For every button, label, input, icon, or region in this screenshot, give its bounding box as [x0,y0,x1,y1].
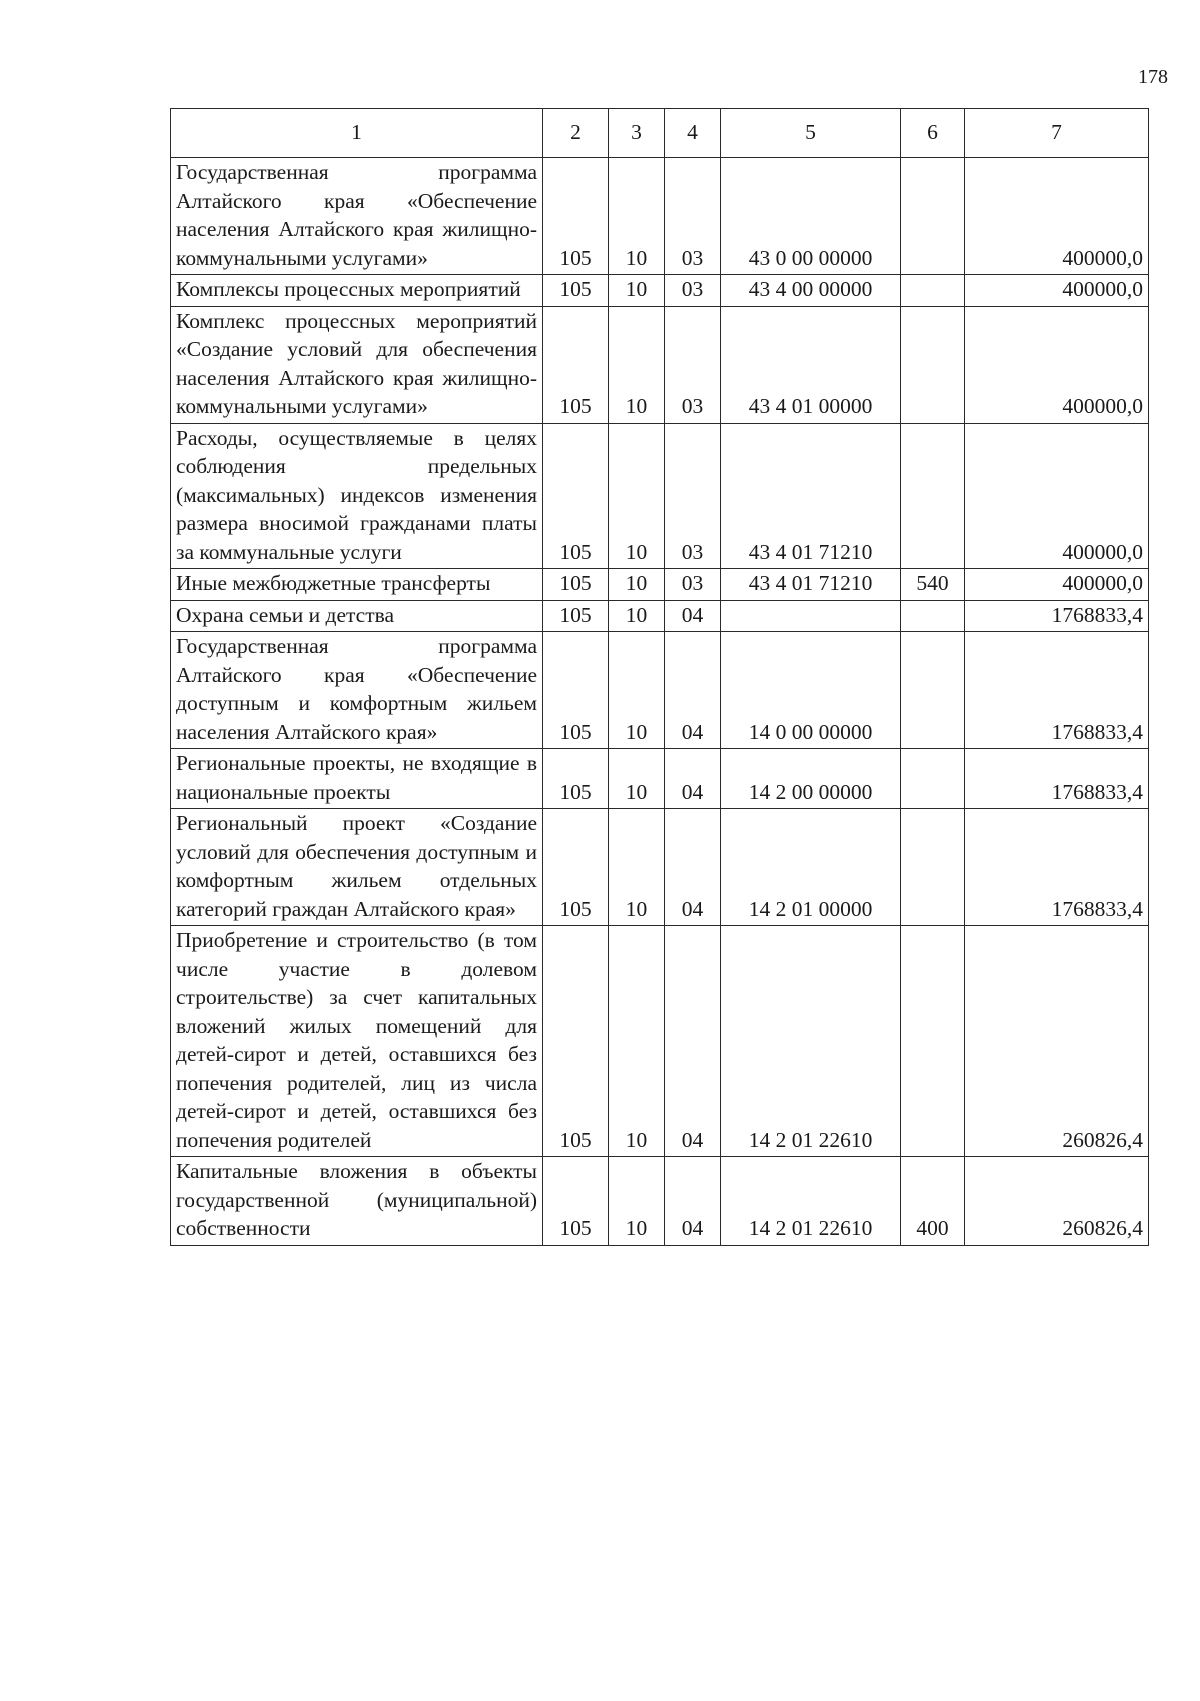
table-header-row [171,109,1149,158]
column-header: 6 [901,109,965,158]
cell-code-3: 10 [609,600,665,632]
cell-code-2: 105 [543,632,609,749]
cell-code-2: 105 [543,569,609,601]
cell-amount: 400000,0 [965,306,1149,423]
cell-code-3: 10 [609,632,665,749]
cell-target-article: 14 2 01 00000 [721,809,901,926]
cell-expense-type [901,275,965,307]
cell-code-2: 105 [543,926,609,1157]
cell-code-3: 10 [609,749,665,809]
cell-amount: 260826,4 [965,926,1149,1157]
cell-expense-type [901,306,965,423]
row-name: Государственная программа Алтайского края «Обеспечение населения Алтайского края жилищно-коммунальными услугами» [171,158,543,275]
table-row [171,569,1149,601]
cell-amount: 1768833,4 [965,632,1149,749]
row-name: Региональный проект «Создание условий для обеспечения доступным и комфортным жильем отдельных категорий граждан Алтайского края» [171,809,543,926]
cell-expense-type [901,632,965,749]
table-row [171,158,1149,275]
table-row [171,275,1149,307]
cell-code-4: 04 [665,809,721,926]
cell-code-2: 105 [543,423,609,569]
cell-expense-type [901,600,965,632]
table-row [171,306,1149,423]
cell-target-article: 14 2 01 22610 [721,1157,901,1246]
cell-amount: 400000,0 [965,569,1149,601]
cell-expense-type [901,926,965,1157]
table-row [171,1157,1149,1246]
column-header: 2 [543,109,609,158]
cell-code-3: 10 [609,1157,665,1246]
page-number: 178 [1138,66,1168,88]
cell-expense-type [901,158,965,275]
cell-code-2: 105 [543,275,609,307]
cell-expense-type: 540 [901,569,965,601]
cell-code-3: 10 [609,926,665,1157]
cell-code-2: 105 [543,600,609,632]
cell-expense-type: 400 [901,1157,965,1246]
cell-amount: 1768833,4 [965,600,1149,632]
cell-target-article: 14 2 00 00000 [721,749,901,809]
cell-code-4: 04 [665,749,721,809]
row-name: Капитальные вложения в объекты государственной (муниципальной) собственности [171,1157,543,1246]
cell-amount: 400000,0 [965,423,1149,569]
cell-code-4: 03 [665,569,721,601]
table-row [171,749,1149,809]
column-header: 1 [171,109,543,158]
cell-target-article: 14 2 01 22610 [721,926,901,1157]
cell-code-2: 105 [543,1157,609,1246]
column-header: 4 [665,109,721,158]
cell-target-article: 43 4 01 71210 [721,569,901,601]
cell-code-3: 10 [609,423,665,569]
cell-amount: 400000,0 [965,275,1149,307]
cell-code-4: 04 [665,632,721,749]
cell-expense-type [901,809,965,926]
cell-expense-type [901,749,965,809]
cell-amount: 260826,4 [965,1157,1149,1246]
row-name: Региональные проекты, не входящие в национальные проекты [171,749,543,809]
cell-code-4: 04 [665,1157,721,1246]
cell-expense-type [901,423,965,569]
cell-code-3: 10 [609,569,665,601]
table-row [171,809,1149,926]
cell-target-article: 43 0 00 00000 [721,158,901,275]
column-header: 5 [721,109,901,158]
cell-code-3: 10 [609,158,665,275]
table-row [171,632,1149,749]
cell-target-article: 43 4 01 00000 [721,306,901,423]
cell-amount: 1768833,4 [965,809,1149,926]
cell-code-4: 03 [665,158,721,275]
row-name: Комплекс процессных мероприятий «Создание условий для обеспечения населения Алтайского края жилищно-коммунальными услугами» [171,306,543,423]
cell-code-2: 105 [543,809,609,926]
cell-code-4: 04 [665,600,721,632]
cell-code-2: 105 [543,306,609,423]
cell-code-2: 105 [543,749,609,809]
row-name: Государственная программа Алтайского края «Обеспечение доступным и комфортным жильем населения Алтайского края» [171,632,543,749]
cell-amount: 1768833,4 [965,749,1149,809]
row-name: Комплексы процессных мероприятий [171,275,543,307]
row-name: Приобретение и строительство (в том числе участие в долевом строительстве) за счет капитальных вложений жилых помещений для детей-сирот и детей, оставшихся без попечения родителей, лиц из числа детей-сирот и детей, оставшихся без попечения родителей [171,926,543,1157]
cell-code-4: 03 [665,275,721,307]
cell-code-2: 105 [543,158,609,275]
column-header: 7 [965,109,1149,158]
table-row [171,600,1149,632]
table-row [171,926,1149,1157]
cell-target-article: 14 0 00 00000 [721,632,901,749]
cell-code-3: 10 [609,275,665,307]
cell-target-article [721,600,901,632]
cell-code-3: 10 [609,306,665,423]
column-header: 3 [609,109,665,158]
table-row [171,423,1149,569]
cell-target-article: 43 4 01 71210 [721,423,901,569]
cell-code-4: 03 [665,423,721,569]
cell-code-3: 10 [609,809,665,926]
budget-table [170,108,1149,1246]
row-name: Охрана семьи и детства [171,600,543,632]
cell-code-4: 03 [665,306,721,423]
cell-code-4: 04 [665,926,721,1157]
row-name: Иные межбюджетные трансферты [171,569,543,601]
row-name: Расходы, осуществляемые в целях соблюдения предельных (максимальных) индексов изменения размера вносимой гражданами платы за коммунальные услуги [171,423,543,569]
cell-target-article: 43 4 00 00000 [721,275,901,307]
cell-amount: 400000,0 [965,158,1149,275]
